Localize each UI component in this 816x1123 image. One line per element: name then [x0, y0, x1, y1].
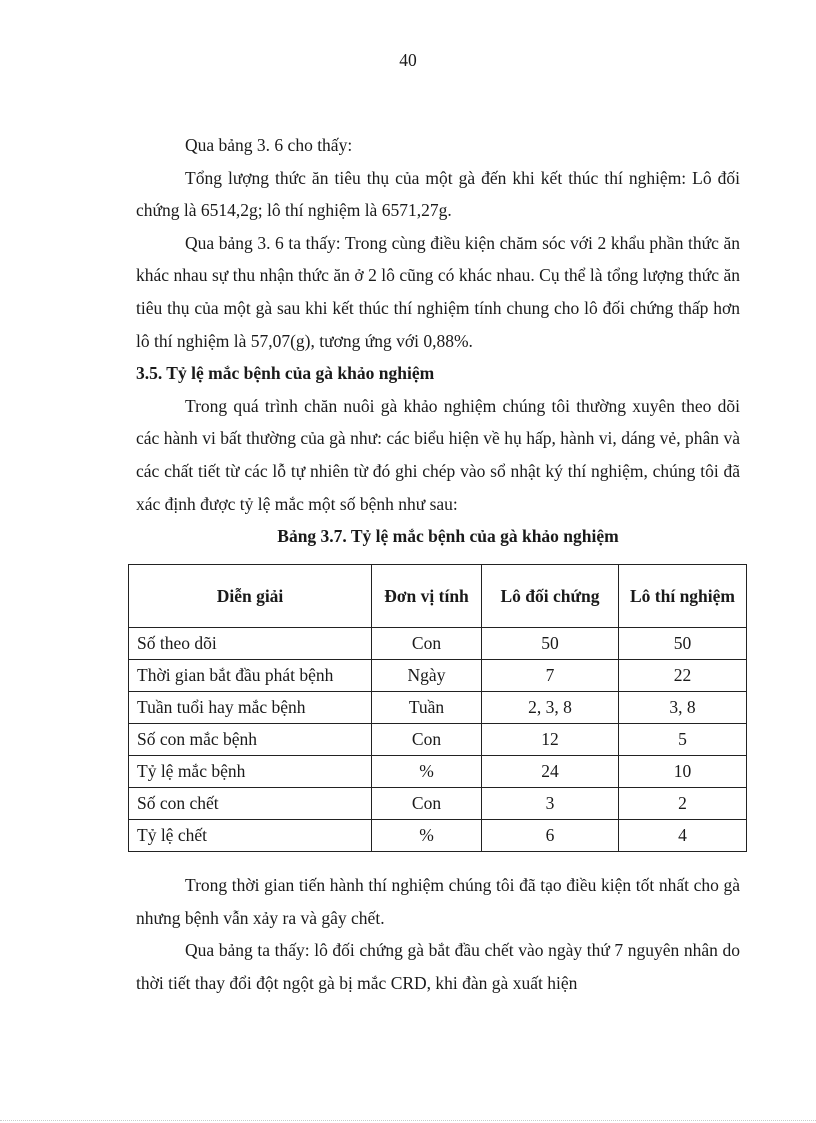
row-unit: Ngày: [372, 660, 482, 692]
row-control-value: 7: [482, 660, 619, 692]
row-control-value: 50: [482, 628, 619, 660]
row-unit: %: [372, 820, 482, 852]
paragraph-conditions: Trong thời gian tiến hành thí nghiệm chúng tôi đã tạo điều kiện tốt nhất cho gà nhưng bệnh vẫn xảy ra và gây chết.: [136, 875, 740, 928]
row-control-value: 24: [482, 756, 619, 788]
page-number: 40: [399, 50, 417, 70]
table-row: [129, 628, 747, 660]
row-unit: Con: [372, 788, 482, 820]
header-unit: Đơn vị tính: [372, 565, 482, 628]
row-label: Thời gian bắt đầu phát bệnh: [129, 660, 372, 692]
paragraph-disease-monitoring: Trong quá trình chăn nuôi gà khảo nghiệm chúng tôi thường xuyên theo dõi các hành vi bất thường của gà như: các biểu hiện về hụ hấp, hành vi, dáng vẻ, phân và các chất tiết từ các lỗ tự nhiên từ đó ghi chép vào sổ nhật ký thí nghiệm, chúng tôi đã xác định được tỷ lệ mắc một số bệnh như sau:: [136, 395, 740, 514]
section-heading: 3.5. Tỷ lệ mắc bệnh của gà khảo nghiệm: [136, 363, 435, 384]
header-control-group: Lô đối chứng: [482, 565, 619, 628]
table-row: [129, 820, 747, 852]
row-experiment-value: 4: [619, 820, 747, 852]
table-row: [129, 660, 747, 692]
row-unit: %: [372, 756, 482, 788]
row-experiment-value: 2: [619, 788, 747, 820]
row-unit: Tuần: [372, 692, 482, 724]
paragraph-feed-comparison: Qua bảng 3. 6 ta thấy: Trong cùng điều kiện chăm sóc với 2 khẩu phần thức ăn khác nhau sự thu nhận thức ăn ở 2 lô cũng có khác nhau. Cụ thể là tổng lượng thức ăn tiêu thụ của một gà sau khi kết thúc thí nghiệm tính chung cho lô đối chứng thấp hơn lô thí nghiệm là 57,07(g), tương ứng với 0,88%.: [136, 232, 740, 351]
row-unit: Con: [372, 628, 482, 660]
bottom-text-block: [136, 869, 740, 999]
disease-rate-table: [128, 564, 747, 852]
row-label: Số con mắc bệnh: [129, 724, 372, 756]
row-experiment-value: 3, 8: [619, 692, 747, 724]
row-unit: Con: [372, 724, 482, 756]
header-experiment-group: Lô thí nghiệm: [619, 565, 747, 628]
paragraph-death-cause: Qua bảng ta thấy: lô đối chứng gà bắt đầu chết vào ngày thứ 7 nguyên nhân do thời tiết thay đổi đột ngột gà bị mắc CRD, khi đàn gà xuất hiện: [136, 940, 740, 993]
table-row: [129, 756, 747, 788]
row-experiment-value: 10: [619, 756, 747, 788]
row-label: Tuần tuổi hay mắc bệnh: [129, 692, 372, 724]
table-caption: Bảng 3.7. Tỷ lệ mắc bệnh của gà khảo nghiệm: [277, 526, 619, 547]
paragraph-intro: Qua bảng 3. 6 cho thấy:: [185, 135, 353, 155]
header-description: Diễn giải: [129, 565, 372, 628]
row-experiment-value: 50: [619, 628, 747, 660]
table-header-row: [129, 565, 747, 628]
row-label: Số con chết: [129, 788, 372, 820]
row-label: Tỷ lệ mắc bệnh: [129, 756, 372, 788]
row-experiment-value: 22: [619, 660, 747, 692]
row-experiment-value: 5: [619, 724, 747, 756]
table-row: [129, 692, 747, 724]
table-row: [129, 788, 747, 820]
row-label: Tỷ lệ chết: [129, 820, 372, 852]
row-control-value: 12: [482, 724, 619, 756]
row-label: Số theo dõi: [129, 628, 372, 660]
page-bottom-divider: [0, 1120, 816, 1121]
table-row: [129, 724, 747, 756]
row-control-value: 6: [482, 820, 619, 852]
row-control-value: 3: [482, 788, 619, 820]
top-text-block: [136, 129, 740, 553]
paragraph-total-feed: Tổng lượng thức ăn tiêu thụ của một gà đến khi kết thúc thí nghiệm: Lô đối chứng là 6514,2g; lô thí nghiệm là 6571,27g.: [136, 167, 740, 221]
row-control-value: 2, 3, 8: [482, 692, 619, 724]
